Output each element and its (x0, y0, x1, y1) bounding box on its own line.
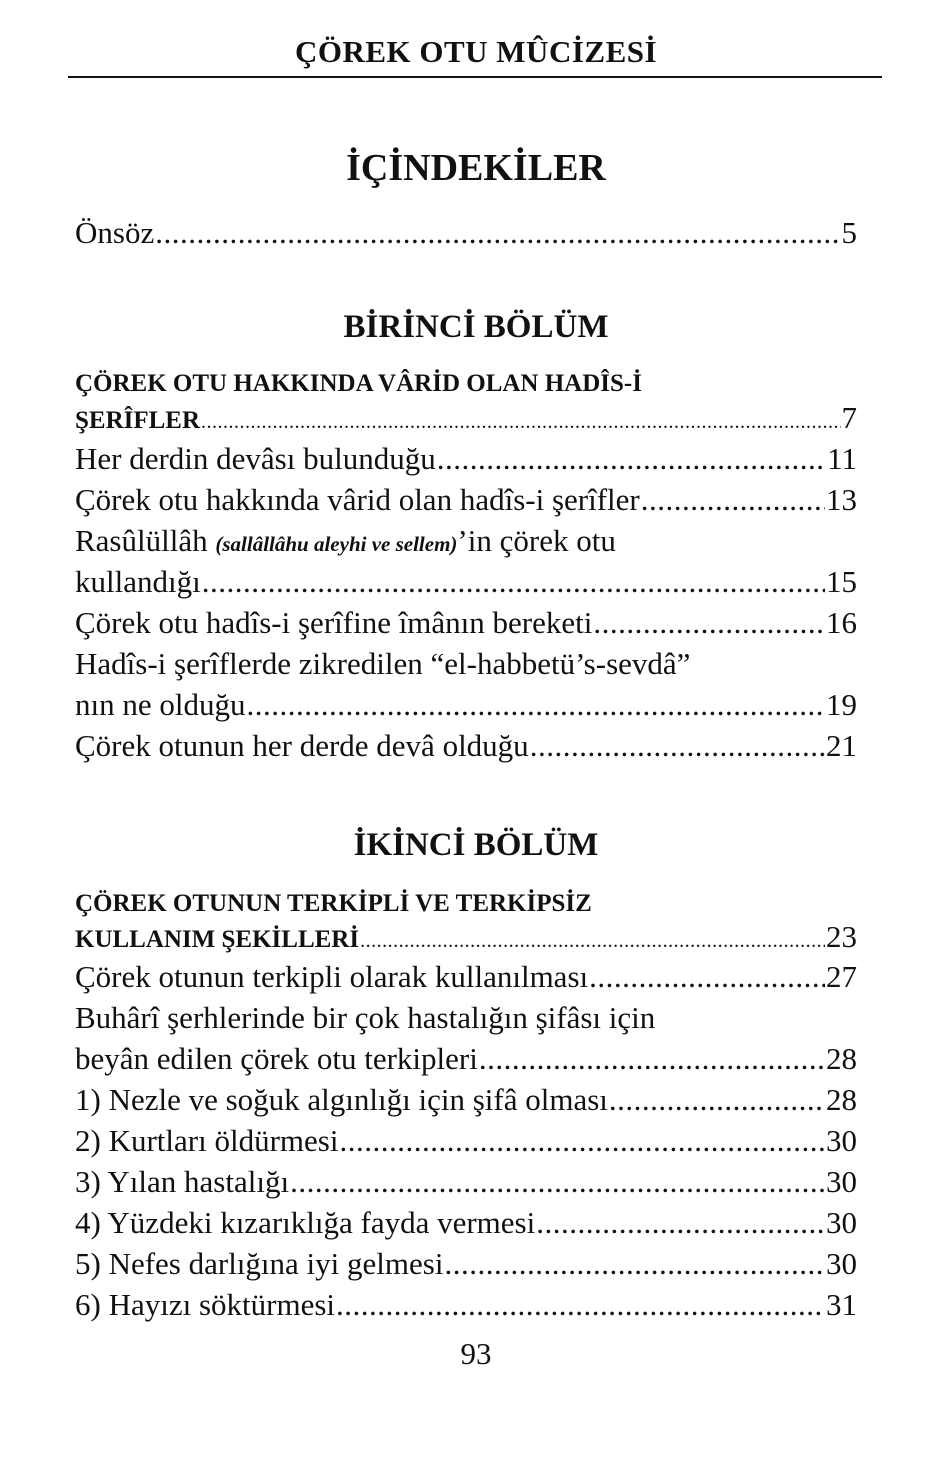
entry-page: 19 (826, 687, 857, 722)
dot-leader (444, 1244, 825, 1284)
dot-leader (536, 1203, 825, 1243)
entry-label: beyân edilen çörek otu terkipleri (75, 1041, 478, 1076)
toc-entry[interactable] (75, 603, 857, 643)
page-title: İÇİNDEKİLER (346, 147, 606, 189)
dot-leader (641, 480, 825, 520)
toc-entry-preface[interactable] (75, 213, 857, 253)
toc-entry[interactable] (75, 685, 857, 725)
dot-leader (479, 1039, 825, 1079)
dot-leader (360, 920, 825, 961)
dot-leader (202, 562, 825, 602)
entry-page: 30 (826, 1205, 857, 1240)
dot-leader (339, 1121, 825, 1161)
entry-label: nın ne olduğu (75, 687, 246, 722)
entry-label: Önsöz (75, 215, 155, 250)
entry-page: 13 (826, 482, 857, 517)
dot-leader (593, 603, 825, 643)
entry-label: Çörek otunun her derde devâ olduğu (75, 728, 529, 763)
entry-label: Çörek otu hadîs-i şerîfine îmânın bereketi (75, 605, 593, 640)
page-number: 93 (460, 1336, 492, 1371)
entry-page: 11 (827, 441, 857, 476)
entry-page: 15 (826, 564, 857, 599)
entry-page: 28 (826, 1041, 857, 1076)
entry-page: 23 (826, 919, 857, 954)
toc-entry[interactable] (75, 1244, 857, 1284)
toc-entry[interactable] (75, 1121, 857, 1161)
toc-entry[interactable] (75, 439, 857, 479)
entry-label: Çörek otu hakkında vârid olan hadîs-i şerîfler (75, 482, 640, 517)
chapter-heading-line: ÇÖREK OTU HAKKINDA VÂRİD OLAN HADÎS-İ (75, 370, 642, 397)
entry-page: 27 (826, 959, 857, 994)
entry-page: 5 (841, 215, 857, 250)
entry-text: Rasûlüllâh (75, 523, 216, 558)
toc-entry[interactable] (75, 1162, 857, 1202)
entry-page: 30 (826, 1123, 857, 1158)
entry-page: 31 (826, 1287, 857, 1322)
toc-entry[interactable] (75, 480, 857, 520)
entry-label: 2) Kurtları öldürmesi (75, 1123, 339, 1158)
section-title-part1: BİRİNCİ BÖLÜM (343, 309, 609, 345)
dot-leader (201, 401, 840, 442)
entry-label: 6) Hayızı söktürmesi (75, 1287, 336, 1322)
entry-label: 1) Nezle ve soğuk algınlığı için şifâ olması (75, 1082, 608, 1117)
dot-leader (247, 685, 826, 725)
dot-leader (530, 726, 825, 766)
entry-label: Her derdin devâsı bulunduğu (75, 441, 436, 476)
toc-entry-line (75, 521, 857, 564)
toc-entry-line: Hadîs-i şerîflerde zikredilen “el-habbetü’s-sevdâ” (75, 646, 691, 681)
toc-entry[interactable] (75, 1203, 857, 1243)
honorific-text: (sallâllâhu aleyhi ve sellem) (215, 532, 458, 556)
entry-label: Çörek otunun terkipli olarak kullanılması (75, 959, 589, 994)
entry-label: KULLANIM ŞEKİLLERİ (75, 926, 360, 953)
dot-leader (609, 1080, 825, 1120)
entry-page: 30 (826, 1164, 857, 1199)
dot-leader (336, 1285, 825, 1325)
toc-entry[interactable] (75, 726, 857, 766)
toc-entry[interactable] (75, 957, 857, 997)
chapter-heading-line: ÇÖREK OTUNUN TERKİPLİ VE TERKİPSİZ (75, 890, 592, 917)
toc-entry-chapter1[interactable] (75, 398, 857, 438)
entry-page: 16 (826, 605, 857, 640)
dot-leader (437, 439, 826, 479)
dot-leader (155, 213, 840, 253)
entry-label: ŞERÎFLER (75, 407, 201, 434)
toc-entry[interactable] (75, 1285, 857, 1325)
dot-leader (290, 1162, 825, 1202)
entry-page: 28 (826, 1082, 857, 1117)
toc-entry[interactable] (75, 562, 857, 602)
entry-page: 21 (826, 728, 857, 763)
toc-entry[interactable] (75, 1080, 857, 1120)
running-header: ÇÖREK OTU MÛCİZESİ (294, 34, 658, 69)
toc-entry-chapter2[interactable] (75, 917, 857, 957)
toc-entry[interactable] (75, 1039, 857, 1079)
entry-label: 3) Yılan hastalığı (75, 1164, 290, 1199)
dot-leader (589, 957, 825, 997)
entry-label: kullandığı (75, 564, 201, 599)
header-rule (68, 76, 882, 78)
entry-text: ’in çörek otu (457, 523, 616, 558)
entry-label: 5) Nefes darlığına iyi gelmesi (75, 1246, 444, 1281)
section-title-part2: İKİNCİ BÖLÜM (353, 827, 599, 863)
entry-label: 4) Yüzdeki kızarıklığa fayda vermesi (75, 1205, 536, 1240)
entry-page: 7 (841, 400, 857, 435)
toc-entry-line: Buhârî şerhlerinde bir çok hastalığın şifâsı için (75, 1000, 656, 1035)
entry-page: 30 (826, 1246, 857, 1281)
